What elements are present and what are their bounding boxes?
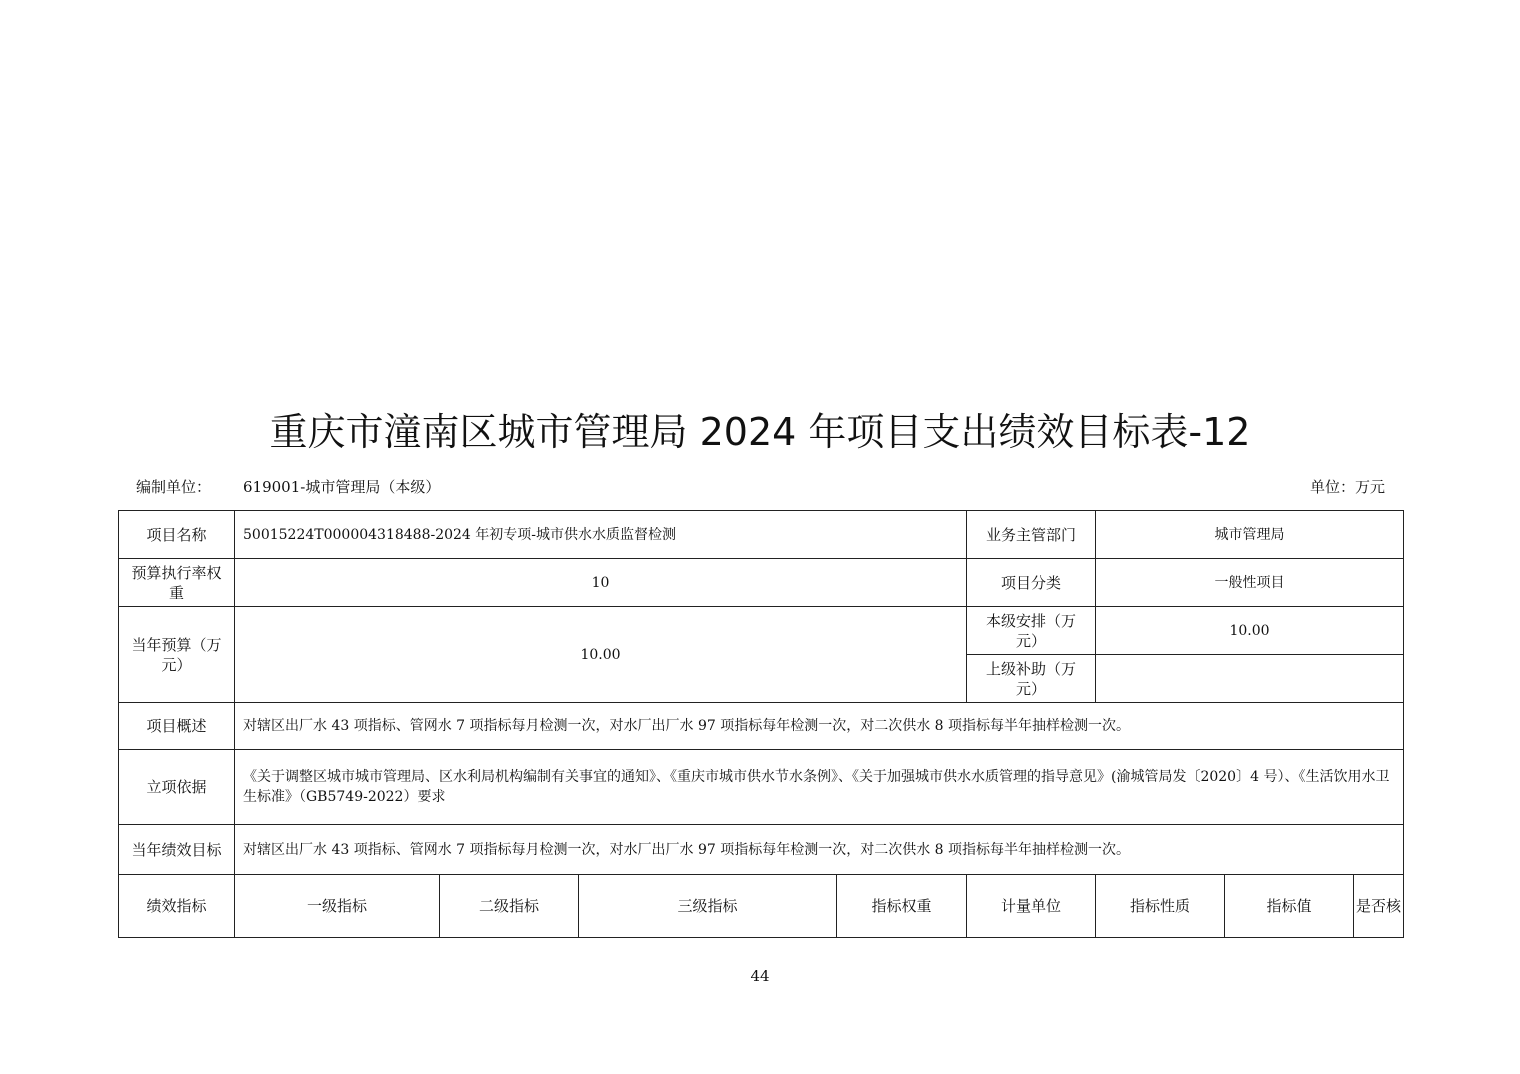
page-number: 44 xyxy=(750,967,770,985)
row-basis xyxy=(119,750,1404,825)
basis-value: 《关于调整区城市城市管理局、区水利局机构编制有关事宜的通知》、《重庆市城市供水节水条例》、《关于加强城市供水水质管理的指导意见》(渝城管局发〔2020〕4 号）、《生活饮用水卫生标准》（GB5749-2022）要求 xyxy=(235,750,1404,825)
project-name-label: 项目名称 xyxy=(119,511,235,559)
category-value: 一般性项目 xyxy=(1096,559,1404,607)
overview-label: 项目概述 xyxy=(119,703,235,750)
performance-table xyxy=(118,510,1404,938)
basis-label: 立项依据 xyxy=(119,750,235,825)
perf-header-value: 指标值 xyxy=(1225,875,1354,938)
local-label: 本级安排（万元） xyxy=(967,607,1096,655)
row-goal xyxy=(119,825,1404,875)
perf-header-unit: 计量单位 xyxy=(967,875,1096,938)
overview-value: 对辖区出厂水 43 项指标、管网水 7 项指标每月检测一次，对水厂出厂水 97 项指标每年检测一次，对二次供水 8 项指标每半年抽样检测一次。 xyxy=(235,703,1404,750)
unit-label: 单位：万元 xyxy=(1310,478,1386,496)
perf-header-indicator: 绩效指标 xyxy=(119,875,235,938)
page-title: 重庆市潼南区城市管理局 2024 年项目支出绩效目标表-12 xyxy=(269,410,1251,454)
org-value: 619001-城市管理局（本级） xyxy=(243,478,441,496)
local-value: 10.00 xyxy=(1096,607,1404,655)
row-exec-weight xyxy=(119,559,1404,607)
row-project-name xyxy=(119,511,1404,559)
row-perf-header xyxy=(119,875,1404,938)
perf-header-level1: 一级指标 xyxy=(235,875,440,938)
perf-header-level2: 二级指标 xyxy=(440,875,579,938)
dept-label: 业务主管部门 xyxy=(967,511,1096,559)
perf-header-level3: 三级指标 xyxy=(579,875,837,938)
exec-weight-value: 10 xyxy=(235,559,967,607)
category-label: 项目分类 xyxy=(967,559,1096,607)
row-overview xyxy=(119,703,1404,750)
row-budget xyxy=(119,607,1404,655)
project-name-value: 50015224T000004318488-2024 年初专项-城市供水水质监督检测 xyxy=(235,511,967,559)
perf-header-nature: 指标性质 xyxy=(1096,875,1225,938)
subsidy-label: 上级补助（万元） xyxy=(967,655,1096,703)
perf-header-weight: 指标权重 xyxy=(837,875,967,938)
budget-label: 当年预算（万元） xyxy=(119,607,235,703)
exec-weight-label: 预算执行率权重 xyxy=(119,559,235,607)
perf-header-core: 是否核 xyxy=(1354,875,1404,938)
subsidy-value xyxy=(1096,655,1404,703)
budget-value: 10.00 xyxy=(235,607,967,703)
goal-label: 当年绩效目标 xyxy=(119,825,235,875)
dept-value: 城市管理局 xyxy=(1096,511,1404,559)
org-label: 编制单位： xyxy=(136,478,212,496)
goal-value: 对辖区出厂水 43 项指标、管网水 7 项指标每月检测一次，对水厂出厂水 97 项指标每年检测一次，对二次供水 8 项指标每半年抽样检测一次。 xyxy=(235,825,1404,875)
